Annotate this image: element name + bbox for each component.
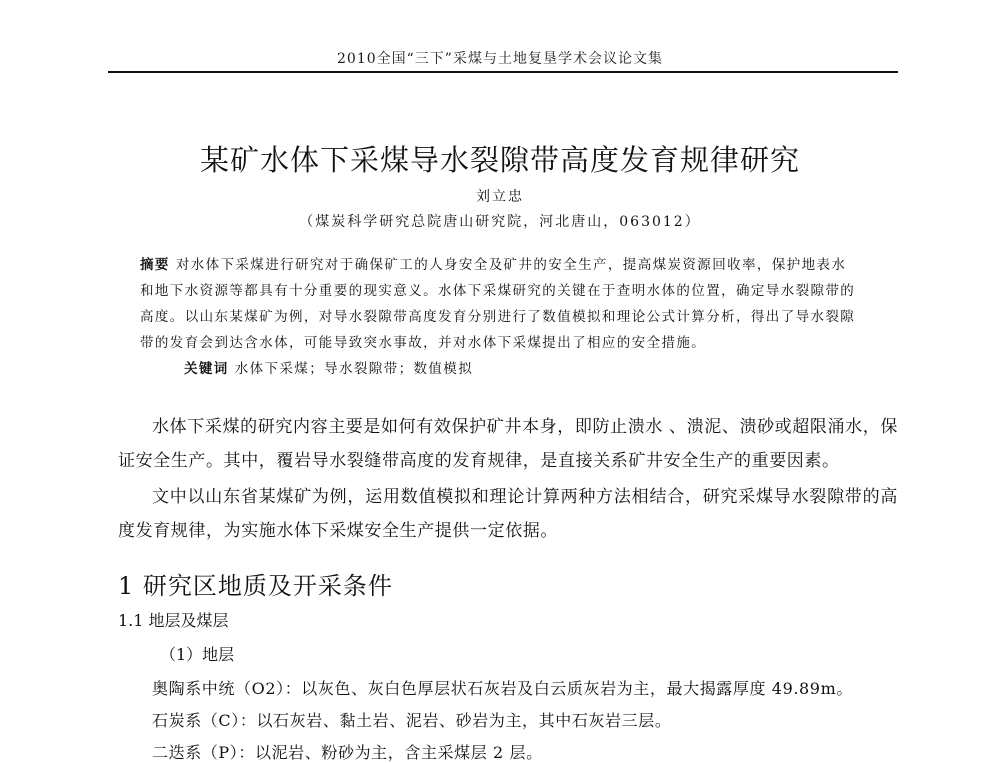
abstract-label: 摘要 — [140, 257, 170, 273]
affiliation: （煤炭科学研究总院唐山研究院，河北唐山，063012） — [299, 214, 701, 230]
abstract-text: 对水体下采煤进行研究对于确保矿工的人身安全及矿井的安全生产，提高煤炭资源回收率，保护地表水和地下水资源等都具有十分重要的现实意义。水体下采煤研究的关键在于查明水体的位置，确定导水裂隙带的高度。以山东某煤矿为例，对导水裂隙带高度发育分别进行了数值模拟和理论公式计算分析，得出了导水裂隙带的发育会到达含水体，可能导致突水事故，并对水体下采煤提出了相应的安全措施。 — [140, 257, 856, 351]
abstract-paragraph — [140, 252, 860, 356]
intro-paragraph: 水体下采煤的研究内容主要是如何有效保护矿井本身，即防止溃水 、溃泥、溃砂或超限涌水，保证安全生产。其中，覆岩导水裂缝带高度的发育规律，是直接关系矿井安全生产的重要因素。 — [118, 417, 898, 471]
section-heading: 1 研究区地质及开采条件 — [118, 572, 393, 600]
header-rule — [108, 71, 898, 73]
paper-title: 某矿水体下采煤导水裂隙带高度发育规律研究 — [199, 143, 800, 177]
keywords-text: 水体下采煤；导水裂隙带；数值模拟 — [234, 361, 474, 377]
stratum-line: 奥陶系中统（O2）：以灰色、灰白色厚层状石灰岩及白云质灰岩为主，最大揭露厚度 49.89m。 — [152, 679, 853, 698]
author: 刘立忠 — [476, 189, 524, 205]
stratum-line: 二迭系（P）：以泥岩、粉砂为主，含主采煤层 2 层。 — [152, 743, 543, 762]
subsection-heading: 1.1 地层及煤层 — [118, 611, 229, 630]
item-label: （1）地层 — [160, 645, 235, 664]
abstract-block — [140, 252, 860, 382]
running-header: 2010全国“三下”采煤与土地复垦学术会议论文集 — [337, 51, 663, 67]
keywords-label: 关键词 — [184, 361, 229, 377]
intro-paragraph: 文中以山东省某煤矿为例，运用数值模拟和理论计算两种方法相结合，研究采煤导水裂隙带的高度发育规律，为实施水体下采煤安全生产提供一定依据。 — [118, 487, 898, 541]
keywords-line — [140, 356, 860, 382]
stratum-line: 石炭系（C）：以石灰岩、黏土岩、泥岩、砂岩为主，其中石灰岩三层。 — [152, 711, 672, 730]
